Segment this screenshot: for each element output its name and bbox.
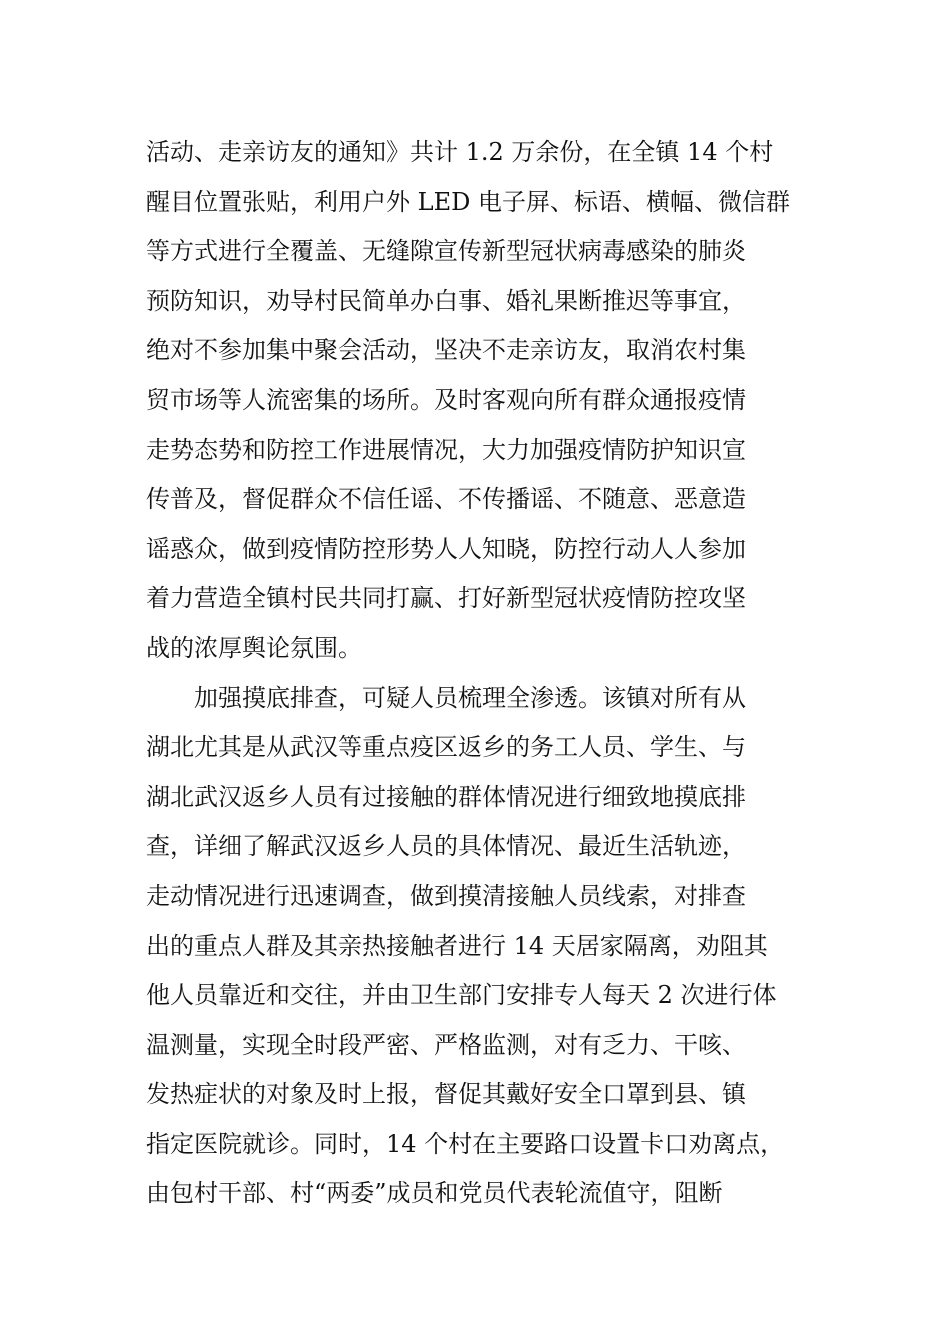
text-line: 走势态势和防控工作进展情况，大力加强疫情防护知识宣 [146, 435, 746, 464]
text-line: 谣惑众，做到疫情防控形势人人知晓，防控行动人人参加 [146, 534, 746, 563]
text-line: 走动情况进行迅速调查，做到摸清接触人员线索，对排查 [146, 881, 746, 910]
text-line: 指定医院就诊。同时，14 个村在主要路口设置卡口劝离点， [146, 1129, 785, 1158]
text-line: 活动、走亲访友的通知》共计 1.2 万余份，在全镇 14 个村 [146, 138, 774, 166]
text-line-first: 加强摸底排查，可疑人员梳理全渗透。该镇对所有从 [194, 683, 746, 712]
text-line: 贸市场等人流密集的场所。及时客观向所有群众通报疫情 [146, 385, 746, 414]
text-line: 出的重点人群及其亲热接触者进行 14 天居家隔离，劝阻其 [146, 931, 768, 960]
paragraph-1 [146, 128, 836, 674]
text-line: 预防知识，劝导村民简单办白事、婚礼果断推迟等事宜， [146, 286, 746, 315]
body-text [146, 128, 836, 1219]
text-line: 由包村干部、村“两委”成员和党员代表轮流值守，阻断 [146, 1179, 723, 1208]
text-line: 着力营造全镇村民共同打赢、打好新型冠状疫情防控攻坚 [146, 584, 746, 613]
text-line: 湖北尤其是从武汉等重点疫区返乡的务工人员、学生、与 [146, 733, 746, 762]
text-line: 他人员靠近和交往，并由卫生部门安排专人每天 2 次进行体 [146, 981, 777, 1010]
text-line: 发热症状的对象及时上报，督促其戴好安全口罩到县、镇 [146, 1080, 746, 1109]
text-line: 醒目位置张贴，利用户外 LED 电子屏、标语、横幅、微信群 [146, 187, 790, 216]
paragraph-2 [146, 674, 836, 1220]
text-line: 战的浓厚舆论氛围。 [146, 633, 362, 662]
text-line: 传普及，督促群众不信任谣、不传播谣、不随意、恶意造 [146, 485, 746, 514]
text-line: 温测量，实现全时段严密、严格监测，对有乏力、干咳、 [146, 1030, 746, 1059]
text-line: 查，详细了解武汉返乡人员的具体情况、最近生活轨迹， [146, 832, 746, 861]
text-line: 等方式进行全覆盖、无缝隙宣传新型冠状病毒感染的肺炎 [146, 237, 746, 266]
text-line: 湖北武汉返乡人员有过接触的群体情况进行细致地摸底排 [146, 782, 746, 811]
text-line: 绝对不参加集中聚会活动，坚决不走亲访友，取消农村集 [146, 336, 746, 365]
